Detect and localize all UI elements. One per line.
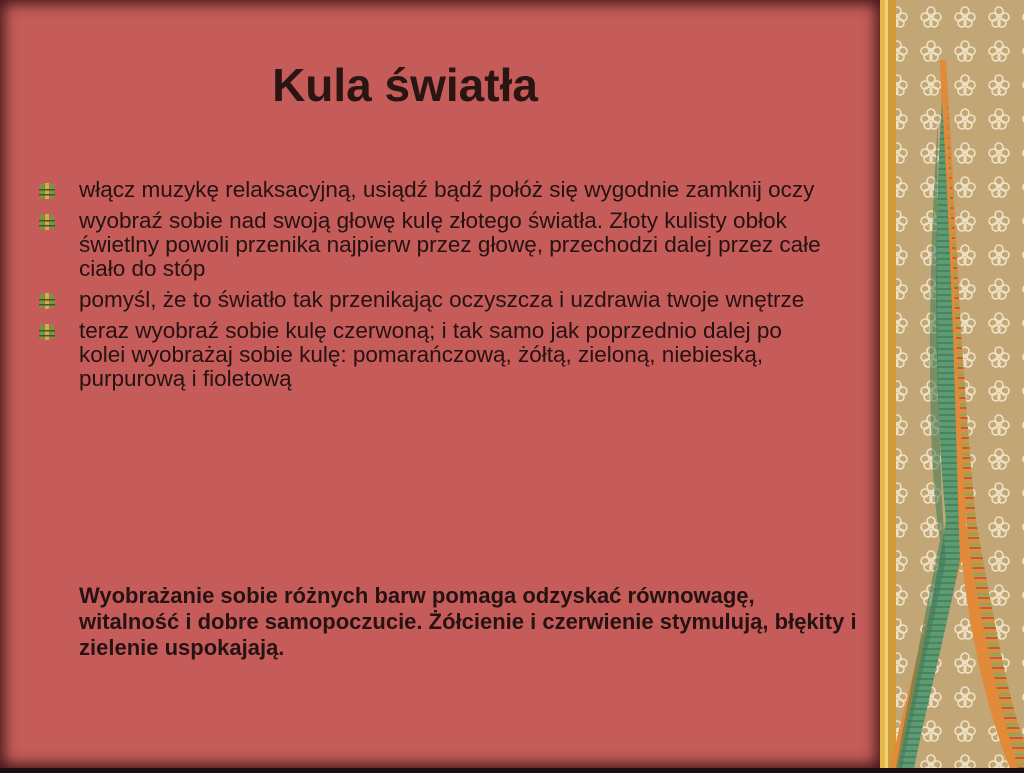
bullet-text: pomyśl, że to światło tak przenikając oczyszcza i uzdrawia twoje wnętrze [79, 287, 805, 312]
decorative-side-panel [880, 0, 1024, 768]
slide-title: Kula światła [272, 59, 538, 111]
bullet-list [38, 178, 828, 398]
bullet-item [38, 178, 828, 202]
bullet-text: teraz wyobraź sobie kulę czerwoną; i tak samo jak poprzednio dalej po kolei wyobrażaj sobie kulę: pomarańczową, żółtą, zieloną, niebieską, purpurową i fioletową [79, 318, 782, 391]
bullet-item [38, 319, 828, 391]
bullet-item [38, 209, 828, 281]
bullet-text: włącz muzykę relaksacyjną, usiądź bądź połóż się wygodnie zamknij oczy [79, 177, 815, 202]
decorative-artwork [880, 0, 1024, 768]
summary-note: Wyobrażanie sobie różnych barw pomaga odzyskać równowagę, witalność i dobre samopoczucie. Żółcienie i czerwienie stymulują, błękity i zielenie uspokajają. [79, 583, 857, 660]
bullet-text: wyobraź sobie nad swoją głowę kulę złotego światła. Złoty kulisty obłok świetlny powoli przenika najpierw przez głowę, przechodzi dalej przez całe ciało do stóp [79, 208, 821, 281]
bamboo-bullet-icon [38, 323, 56, 341]
bamboo-bullet-icon [38, 213, 56, 231]
bamboo-bullet-icon [38, 292, 56, 310]
bamboo-bullet-icon [38, 182, 56, 200]
bullet-item [38, 288, 828, 312]
